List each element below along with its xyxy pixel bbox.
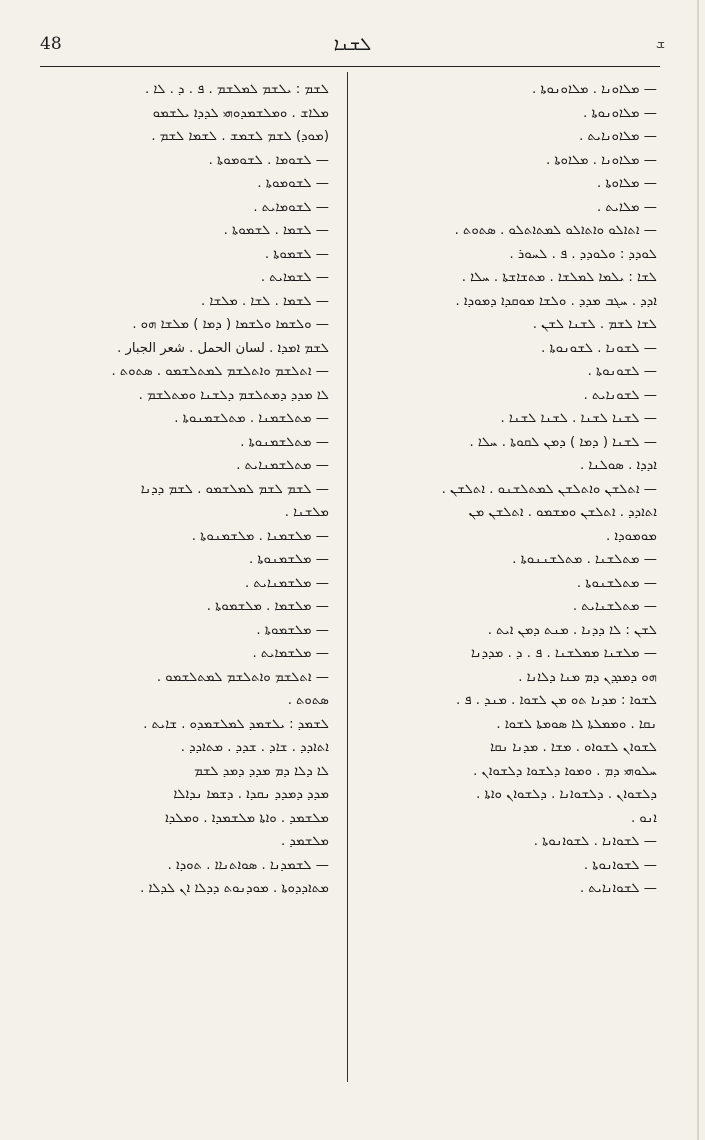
entry-line: — ܠܫܡܐ . ܠܫܐ . ܡܠܫܐ . — [200, 293, 329, 309]
entry-line: ܢܩܐ . ܘܡܡܠܬܐ ܠܐ ܣܘܡܬܐ ܠܫܘܐ . — [496, 716, 657, 732]
entry-line: ܚܠܘܗܝ ܕܡ . ܘܡܘܐ ܕܠܫܘܐ ܕܠܫܘܐܢ . — [473, 763, 657, 779]
entry-line: — ܡܠܫܡܐ . ܡܠܫܡܘܬܐ . — [206, 599, 329, 614]
entry-line: ܠܐ ܡܕܕ ܕܡܬܠܫܡ ܕܠܫܢܐ ܘܡܬܠܫܡ . — [138, 387, 329, 403]
entry-line: ܠܫܡ : ܝܠܫܡ ܠܡܠܫܡ . ܦ . ܕ . ܠܐ . — [144, 82, 329, 97]
entry-line: — ܡܠܐܘܢܐ . ܡܠܐܘܬܐ . — [545, 152, 657, 168]
page-header — [40, 34, 665, 64]
entry-line: ܠܫܡ ܐܡܕܐ . لسان الحمل . شعر الجبار . — [117, 340, 329, 356]
entry-line: — ܡܠܫܡܢܐܝܬ . — [244, 575, 329, 591]
entry-line: ܐܕܕ . ܚܓܒ ܡܕܕ . ܘܠܫܐ ܡܘܩܕܐ ܕܡܘܕܐ . — [455, 293, 657, 309]
entry-line: — ܘܠܫܡܐ ܘܠܫܡܐ ( ܕܡܐ ) ܡܠܫܐ ܗܘ . — [132, 317, 329, 332]
entry-line: — ܠܫܡܘܬܐ . — [264, 246, 329, 262]
entry-line: — ܠܫܘܢܘܬܐ . — [587, 364, 657, 379]
left-column — [44, 78, 329, 901]
entry-line: — ܡܠܐܘܢܐ . ܡܠܐܘܢܘܬܐ . — [532, 82, 657, 97]
entry-line: — ܠܫܘܡܐ . ܠܫܘܡܘܬܐ . — [208, 152, 329, 168]
entry-line: — ܡܠܐܘܢܘܬܐ . — [583, 105, 657, 121]
right-column — [372, 78, 657, 901]
entry-line: — ܡܬܠܫܢܐܝܬ . — [572, 599, 657, 614]
entry-line: ܠܘܕܕ : ܘܠܘܕܕ . ܦ . ܠܚܘܪ . — [509, 246, 657, 262]
entry-line: ܐܕܕܐ . ܣܘܠܢܐ . — [580, 458, 657, 473]
entry-line: — ܠܫܘܢܐ . ܠܫܘܢܘܬܐ . — [541, 340, 657, 356]
entry-line: — ܠܫܡܕܢܐ . ܣܘܐܬܢܐܐ . ܬܘܕܐ . — [167, 857, 329, 873]
entry-line: — ܠܫܘܐܢܐܝܬ . — [579, 881, 657, 896]
entry-line: — ܠܫܡܐ . ܠܫܡܘܬܐ . — [223, 223, 329, 238]
entry-line: — ܡܬܠܫܡܢܘܬܐ . — [240, 434, 329, 450]
entry-line: ܡܕܕ ܕܡܕܕ ܢܩܕܐ . ܕܫܡܐ ܢܕܐܠܐ — [173, 787, 329, 802]
entry-line: — ܐܬܠܫܡ ܘܐܬܠܫܡ ܠܡܬܠܫܡܘ . ܣܬܘܬ . — [111, 364, 329, 379]
entry-line: — ܡܠܐܘܢܐܝܬ . — [579, 129, 657, 144]
entry-line: ܣܬܘܬ . — [287, 693, 329, 708]
entry-line: ܠܫܘܐܢ ܠܫܘܐܘ . ܡܫܐ . ܡܕܢܐ ܢܩܐ — [490, 740, 657, 755]
entry-line: — ܡܠܫܡܘܬܐ . — [256, 622, 329, 638]
entry-line: ܠܫܐ : ܝܠܡܐ ܠܡܠܫܐ . ܡܬܫܐܫܬܐ . ܚܠܐ . — [461, 270, 657, 285]
entry-line: ܠܫܐ ܠܫܡ . ܠܫܢܐ ܠܫܢ . — [532, 317, 657, 332]
entry-line: ܕܠܫܘܐܢ . ܕܠܫܘܐܢܐ . ܕܠܫܘܐܢ ܘܐܬܐ . — [476, 787, 657, 802]
entry-line: — ܐܬܐܠܘ ܘܐܬܐܠܘ ܠܡܬܐܬܠܘ . ܣܬܘܬ . — [454, 223, 657, 238]
corner-mark: ܫ — [655, 36, 665, 52]
column-divider — [347, 72, 348, 1082]
header-rule — [40, 66, 660, 67]
entry-line: ܡܠܐܫ . ܘܡܠܫܡܕܘܗܝ ܠܕܕܐ ܝܠܫܡܘ — [152, 105, 329, 121]
page-number: 48 — [40, 34, 62, 54]
entry-line: — ܐܬܠܫܢ ܘܐܬܠܫܢ ܠܡܬܠܫܢܘ . ܐܬܠܫܢ . — [441, 481, 657, 497]
entry-line: — ܡܠܫܡܢܘܬܐ . — [248, 552, 329, 567]
entry-line: — ܠܫܘܡܘܬܐ . — [257, 176, 329, 191]
page-edge — [697, 0, 699, 1140]
entry-line: ܠܫܢ : ܠܐ ܕܕܢܐ . ܡܢܬ ܕܡܢ ܐܝܬ . — [487, 622, 657, 638]
entry-line: — ܡܠܐܝܬ . — [597, 199, 657, 215]
entry-line: — ܡܬܠܫܢܐ . ܡܬܠܫܢܢܘܬܐ . — [512, 552, 657, 567]
entry-line: ܐܬܐܕܕ . ܫܐܕ . ܫܕܕ . ܡܬܐܕܕ . — [180, 740, 329, 755]
entry-line: — ܠܫܘܐܢܘܬܐ . — [583, 857, 657, 873]
entry-line: — ܡܠܫܢܐ ܡܡܠܫܢܐ . ܦ . ܕ . ܡܕܕܢܐ — [471, 646, 657, 661]
entry-line: — ܠܫܢܐ ܠܫܢܐ . ܠܫܢܐ ܠܫܢܐ . — [500, 411, 657, 426]
entry-line: ܡܬܐܕܕܘܬܐ . ܡܘܕܢܘܬ ܕܕܠܐ ܐܢ ܠܕܠܐ . — [140, 881, 329, 896]
entry-line: — ܡܬܠܫܢܘܬܐ . — [576, 575, 657, 591]
entry-line: (ܡܘܕ) ܠܫܡ ܠܫܡܫ . ܠܫܡܐ ܠܫܡ . — [151, 129, 329, 144]
entry-line: — ܡܠܫܡܢܐ . ܡܠܫܡܢܘܬܐ . — [191, 528, 329, 544]
entry-line: — ܡܠܐܘܬܐ . — [597, 176, 657, 191]
entry-line: — ܡܬܠܫܡܢܐܝܬ . — [236, 458, 329, 473]
entry-line: ܗܘ ܕܡܕܕܢ ܕܡ ܡܢܐ ܕܠܐܢܐ . — [518, 669, 657, 685]
entry-line: — ܠܫܘܡܐܝܬ . — [253, 199, 329, 215]
entry-line: ܐܬܐܕܕ . ܐܬܠܫܢ ܘܡܫܡܘ . ܐܬܠܫܢ ܡܢ — [468, 505, 657, 520]
entry-line: ܡܠܫܡܕ . — [280, 834, 329, 849]
running-head: ܠܫܢܐ — [333, 34, 372, 55]
entry-line: — ܠܫܡܐܝܬ . — [260, 270, 329, 285]
entry-line: ܡܘܡܘܕܐ . — [606, 528, 657, 544]
entry-line: — ܡܠܫܡܐܝܬ . — [252, 646, 329, 661]
entry-line: ܐܢܘ . — [630, 810, 657, 826]
entry-line: ܠܫܡܕ : ܝܠܫܡܕ ܠܡܠܫܡܕܘ . ܫܐܝܬ . — [143, 716, 329, 732]
entry-line: — ܠܫܘܢܐܝܬ . — [583, 387, 657, 403]
entry-line: — ܠܫܡ ܠܫܡ ܠܡܠܫܡܘ . ܠܫܡ ܕܕܢܐ — [140, 481, 329, 497]
entry-line: — ܠܫܢܐ ( ܕܡܐ ) ܕܡܢ ܠܩܘܬܐ . ܚܠܐ . — [469, 434, 657, 450]
entry-line: ܠܫܘܐ : ܡܕܢܐ ܬܘ ܡܢ ܠܫܘܐ . ܡܢܕ . ܦ . — [455, 693, 657, 708]
entry-line: ܡܠܫܡܕ . ܘܐܬܐ ܡܠܫܡܕܐ . ܘܡܠܕܐ — [165, 810, 329, 826]
entry-line: — ܡܬܠܫܡܢܐ . ܡܬܠܫܡܢܘܬܐ . — [174, 411, 329, 426]
entry-line: ܡܠܫܢܐ . — [284, 505, 329, 520]
entry-line: — ܐܬܠܫܡ ܘܐܬܠܫܡ ܠܡܬܠܫܡܘ . — [156, 669, 329, 685]
entry-line: — ܠܫܘܐܢܐ . ܠܫܘܐܢܘܬܐ . — [533, 834, 657, 849]
entry-line: ܠܐ ܕܠܐ ܕܡ ܡܕܕ ܕܡܕ ܠܫܡ — [194, 763, 329, 779]
